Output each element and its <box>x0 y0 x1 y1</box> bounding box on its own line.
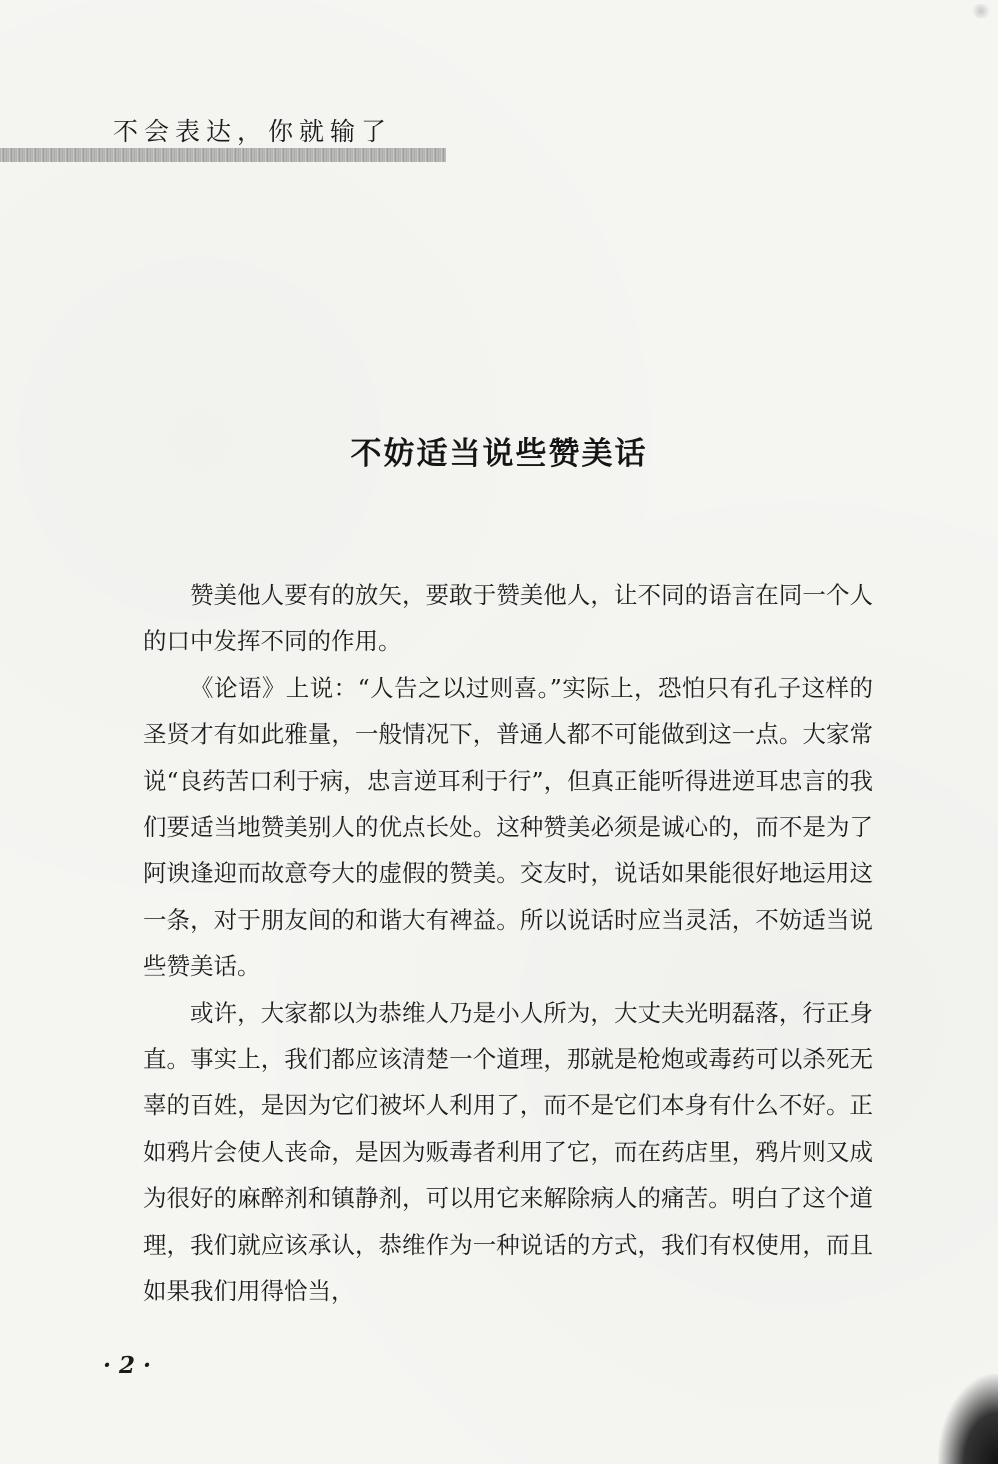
running-head: 不会表达，你就输了 <box>113 117 393 146</box>
chapter-title: 不妨适当说些赞美话 <box>350 436 648 472</box>
paragraph: 或许，大家都以为恭维人乃是小人所为，大丈夫光明磊落，行正身直。事实上，我们都应该清楚一个道理，那就是枪炮或毒药可以杀死无辜的百姓，是因为它们被坏人利用了，而不是它们本身有什么不好。正如鸦片会使人丧命，是因为贩毒者利用了它，而在药店里，鸦片则又成为很好的麻醉剂和镇静剂，可以用它来解除病人的痛苦。明白了这个道理，我们就应该承认，恭维作为一种说话的方式，我们有权使用，而且如果我们用得恰当， <box>143 998 873 1306</box>
paragraph: 《论语》上说：“人告之以过则喜。”实际上，恐怕只有孔子这样的圣贤才有如此雅量，一般情况下，普通人都不可能做到这一点。大家常说“良药苦口利于病，忠言逆耳利于行”，但真正能听得进逆耳忠言的我们要适当地赞美别人的优点长处。这种赞美必须是诚心的，而不是为了阿谀逢迎而故意夸大的虚假的赞美。交友时，说话如果能很好地运用这一条，对于朋友间的和谐大有裨益。所以说话时应当灵活，不妨适当说些赞美话。 <box>143 673 873 981</box>
scan-corner-shadow <box>938 1374 998 1464</box>
body-text <box>143 572 873 1315</box>
page-number: · 2 · <box>103 1352 152 1379</box>
scan-speck <box>970 4 992 18</box>
paragraph: 赞美他人要有的放矢，要敢于赞美他人，让不同的语言在同一个人的口中发挥不同的作用。 <box>143 581 873 656</box>
running-head-rule <box>0 148 446 162</box>
